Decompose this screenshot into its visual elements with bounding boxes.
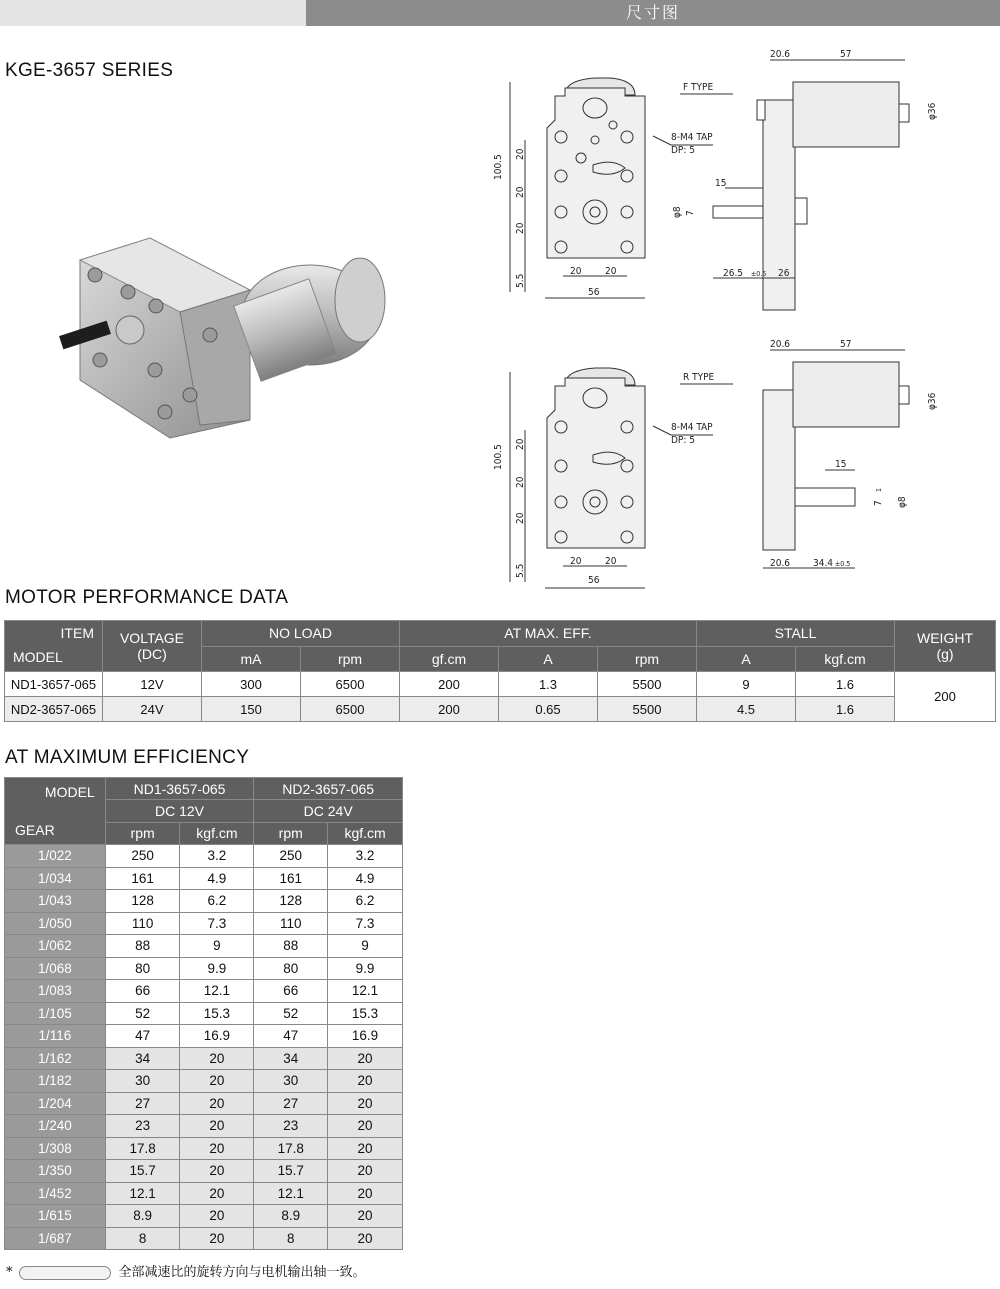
svg-text:F TYPE: F TYPE [683,82,714,93]
svg-text:φ8: φ8 [897,496,908,508]
table-row [5,1137,403,1160]
value-cell: 20 [180,1070,254,1093]
gear-motor-photo [60,220,400,450]
value-cell: 80 [105,957,180,980]
gear-ratio-cell: 1/308 [5,1137,106,1160]
gear-ratio-cell: 1/043 [5,890,106,913]
svg-text:100.5: 100.5 [493,444,504,470]
model-gear-header: MODEL GEAR [5,778,106,845]
page-title: 尺寸图 [306,0,1000,26]
svg-text:56: 56 [588,575,600,586]
table-row [5,1227,403,1250]
value-cell: 16.9 [328,1025,403,1048]
gear-ratio-cell: 1/615 [5,1205,106,1228]
gear-ratio-cell: 1/162 [5,1047,106,1070]
svg-text:5.5: 5.5 [515,563,526,578]
gear-ratio-cell: 1/240 [5,1115,106,1138]
value-cell: 4.9 [328,867,403,890]
value-cell: 20 [328,1092,403,1115]
value-cell: 52 [105,1002,180,1025]
svg-text:56: 56 [588,287,600,298]
col-rpm-1: rpm [105,822,180,844]
value-cell: 9.9 [180,957,254,980]
gear-ratio-cell: 1/350 [5,1160,106,1183]
svg-text:DP: 5: DP: 5 [671,435,695,446]
value-cell: 88 [254,935,328,958]
col-rpm-2: rpm [254,822,328,844]
value-cell: 12.1 [328,980,403,1003]
gear-ratio-cell: 1/083 [5,980,106,1003]
value-cell: 20 [328,1160,403,1183]
value-cell: 66 [105,980,180,1003]
value-cell: 20 [328,1070,403,1093]
table-row [5,1047,403,1070]
svg-text:20: 20 [515,148,526,160]
value-cell: 8.9 [105,1205,180,1228]
value-cell: 20 [328,1227,403,1250]
value-cell: 3.2 [328,845,403,868]
value-cell: 20 [180,1182,254,1205]
table-row [5,912,403,935]
col-rpm: rpm [301,646,400,672]
voltage-header: VOLTAGE (DC) [103,621,202,672]
col-a: A [499,646,598,672]
svg-text:20: 20 [605,556,617,567]
svg-text:34.4: 34.4 [813,558,834,569]
footnote-marker: * [6,1265,13,1280]
svg-text:φ8: φ8 [672,206,683,218]
svg-text:7: 7 [685,210,696,216]
value-cell: 161 [254,867,328,890]
value-cell: 17.8 [105,1137,180,1160]
header-left-band [0,0,306,26]
svg-text:57: 57 [840,49,852,60]
gear-ratio-cell: 1/022 [5,845,106,868]
col-ma: mA [202,646,301,672]
table-row [5,890,403,913]
value-cell: 8 [254,1227,328,1250]
svg-text:57: 57 [840,339,852,350]
weight-header: WEIGHT (g) [895,621,996,672]
table-row [5,1002,403,1025]
value-cell: 23 [254,1115,328,1138]
col-kgfcm: kgf.cm [796,646,895,672]
svg-text:±0.5: ±0.5 [751,270,767,278]
value-cell: 12.1 [105,1182,180,1205]
col-rpm2: rpm [598,646,697,672]
col-a2: A [697,646,796,672]
value-cell: 20 [328,1182,403,1205]
table-row [5,1025,403,1048]
svg-text:DP: 5: DP: 5 [671,145,695,156]
footnote [6,1261,366,1280]
svg-text:8-M4 TAP: 8-M4 TAP [671,132,713,143]
col-kgfcm-1: kgf.cm [180,822,254,844]
no-load-header: NO LOAD [202,621,400,647]
table-row: ND1-3657-065 12V 300 6500 200 1.3 5500 9 1.6 200 [5,672,996,697]
value-cell: 8 [105,1227,180,1250]
value-cell: 12.1 [180,980,254,1003]
gear-ratio-cell: 1/182 [5,1070,106,1093]
svg-text:8-M4 TAP: 8-M4 TAP [671,422,713,433]
weight-value: 200 [895,672,996,722]
gear-ratio-cell: 1/034 [5,867,106,890]
value-cell: 20 [328,1137,403,1160]
svg-text:7: 7 [873,500,884,506]
performance-table [4,620,996,722]
value-cell: 7.3 [180,912,254,935]
table-row [5,867,403,890]
value-cell: 30 [254,1070,328,1093]
svg-text:φ36: φ36 [927,392,938,410]
value-cell: 128 [105,890,180,913]
value-cell: 20 [180,1047,254,1070]
gear-ratio-cell: 1/116 [5,1025,106,1048]
table-row [5,980,403,1003]
value-cell: 15.7 [105,1160,180,1183]
gear-ratio-cell: 1/204 [5,1092,106,1115]
gear-ratio-cell: 1/687 [5,1227,106,1250]
svg-text:R TYPE: R TYPE [683,372,715,383]
svg-text:20: 20 [605,266,617,277]
voltage1-header: DC 12V [105,800,254,822]
direction-pill-icon [19,1266,111,1280]
value-cell: 250 [254,845,328,868]
svg-text:20.6: 20.6 [770,339,791,350]
value-cell: 20 [180,1092,254,1115]
value-cell: 20 [180,1115,254,1138]
value-cell: 15.3 [180,1002,254,1025]
value-cell: 27 [254,1092,328,1115]
value-cell: 20 [180,1205,254,1228]
stall-header: STALL [697,621,895,647]
svg-text:20: 20 [515,438,526,450]
table-row [5,1115,403,1138]
table-row [5,1070,403,1093]
svg-text:20: 20 [515,476,526,488]
table-row [5,1205,403,1228]
value-cell: 250 [105,845,180,868]
table-row [5,957,403,980]
footnote-text: 全部减速比的旋转方向与电机输出轴一致。 [118,1265,366,1280]
table-row [5,1160,403,1183]
value-cell: 12.1 [254,1182,328,1205]
value-cell: 9 [328,935,403,958]
value-cell: 110 [254,912,328,935]
value-cell: 66 [254,980,328,1003]
value-cell: 161 [105,867,180,890]
svg-text:φ36: φ36 [927,102,938,120]
svg-text:100.5: 100.5 [493,154,504,180]
svg-text:20.6: 20.6 [770,49,791,60]
efficiency-title: AT MAXIMUM EFFICIENCY [5,747,250,768]
value-cell: 30 [105,1070,180,1093]
gear-ratio-cell: 1/452 [5,1182,106,1205]
efficiency-table [4,777,403,1250]
value-cell: 34 [105,1047,180,1070]
svg-text:20: 20 [515,186,526,198]
model1-header: ND1-3657-065 [105,778,254,800]
value-cell: 20 [328,1115,403,1138]
value-cell: 7.3 [328,912,403,935]
value-cell: 16.9 [180,1025,254,1048]
voltage2-header: DC 24V [254,800,403,822]
r-type-drawing [495,330,975,590]
table-row [5,1182,403,1205]
value-cell: 80 [254,957,328,980]
max-eff-header: AT MAX. EFF. [400,621,697,647]
svg-text:20: 20 [515,512,526,524]
value-cell: 6.2 [180,890,254,913]
svg-text:20.6: 20.6 [770,558,791,569]
value-cell: 20 [328,1205,403,1228]
svg-text:26.5: 26.5 [723,268,744,279]
value-cell: 47 [254,1025,328,1048]
svg-text:15: 15 [715,178,727,189]
value-cell: 128 [254,890,328,913]
value-cell: 17.8 [254,1137,328,1160]
gear-ratio-cell: 1/050 [5,912,106,935]
col-gfcm: gf.cm [400,646,499,672]
performance-title: MOTOR PERFORMANCE DATA [5,587,289,608]
value-cell: 20 [180,1137,254,1160]
value-cell: 8.9 [254,1205,328,1228]
col-kgfcm-2: kgf.cm [328,822,403,844]
value-cell: 20 [328,1047,403,1070]
value-cell: 23 [105,1115,180,1138]
svg-text:5.5: 5.5 [515,273,526,288]
svg-text:20: 20 [570,556,582,567]
gear-ratio-cell: 1/068 [5,957,106,980]
table-row [5,845,403,868]
table-row [5,1092,403,1115]
svg-text:±0.5: ±0.5 [835,560,851,568]
svg-text:26: 26 [778,268,790,279]
item-model-header: ITEM MODEL [5,621,103,672]
value-cell: 9.9 [328,957,403,980]
svg-text:1: 1 [875,487,883,492]
value-cell: 20 [180,1227,254,1250]
svg-text:20: 20 [515,222,526,234]
value-cell: 110 [105,912,180,935]
value-cell: 3.2 [180,845,254,868]
svg-text:15: 15 [835,459,847,470]
value-cell: 47 [105,1025,180,1048]
value-cell: 27 [105,1092,180,1115]
value-cell: 9 [180,935,254,958]
value-cell: 88 [105,935,180,958]
value-cell: 15.3 [328,1002,403,1025]
value-cell: 15.7 [254,1160,328,1183]
f-type-drawing [495,40,975,310]
value-cell: 6.2 [328,890,403,913]
value-cell: 20 [180,1160,254,1183]
series-title: KGE-3657 SERIES [5,60,174,81]
table-row: ND2-3657-065 24V 150 6500 200 0.65 5500 4.5 1.6 [5,697,996,722]
svg-text:20: 20 [570,266,582,277]
gear-ratio-cell: 1/062 [5,935,106,958]
gear-ratio-cell: 1/105 [5,1002,106,1025]
value-cell: 34 [254,1047,328,1070]
model2-header: ND2-3657-065 [254,778,403,800]
table-row [5,935,403,958]
value-cell: 4.9 [180,867,254,890]
value-cell: 52 [254,1002,328,1025]
